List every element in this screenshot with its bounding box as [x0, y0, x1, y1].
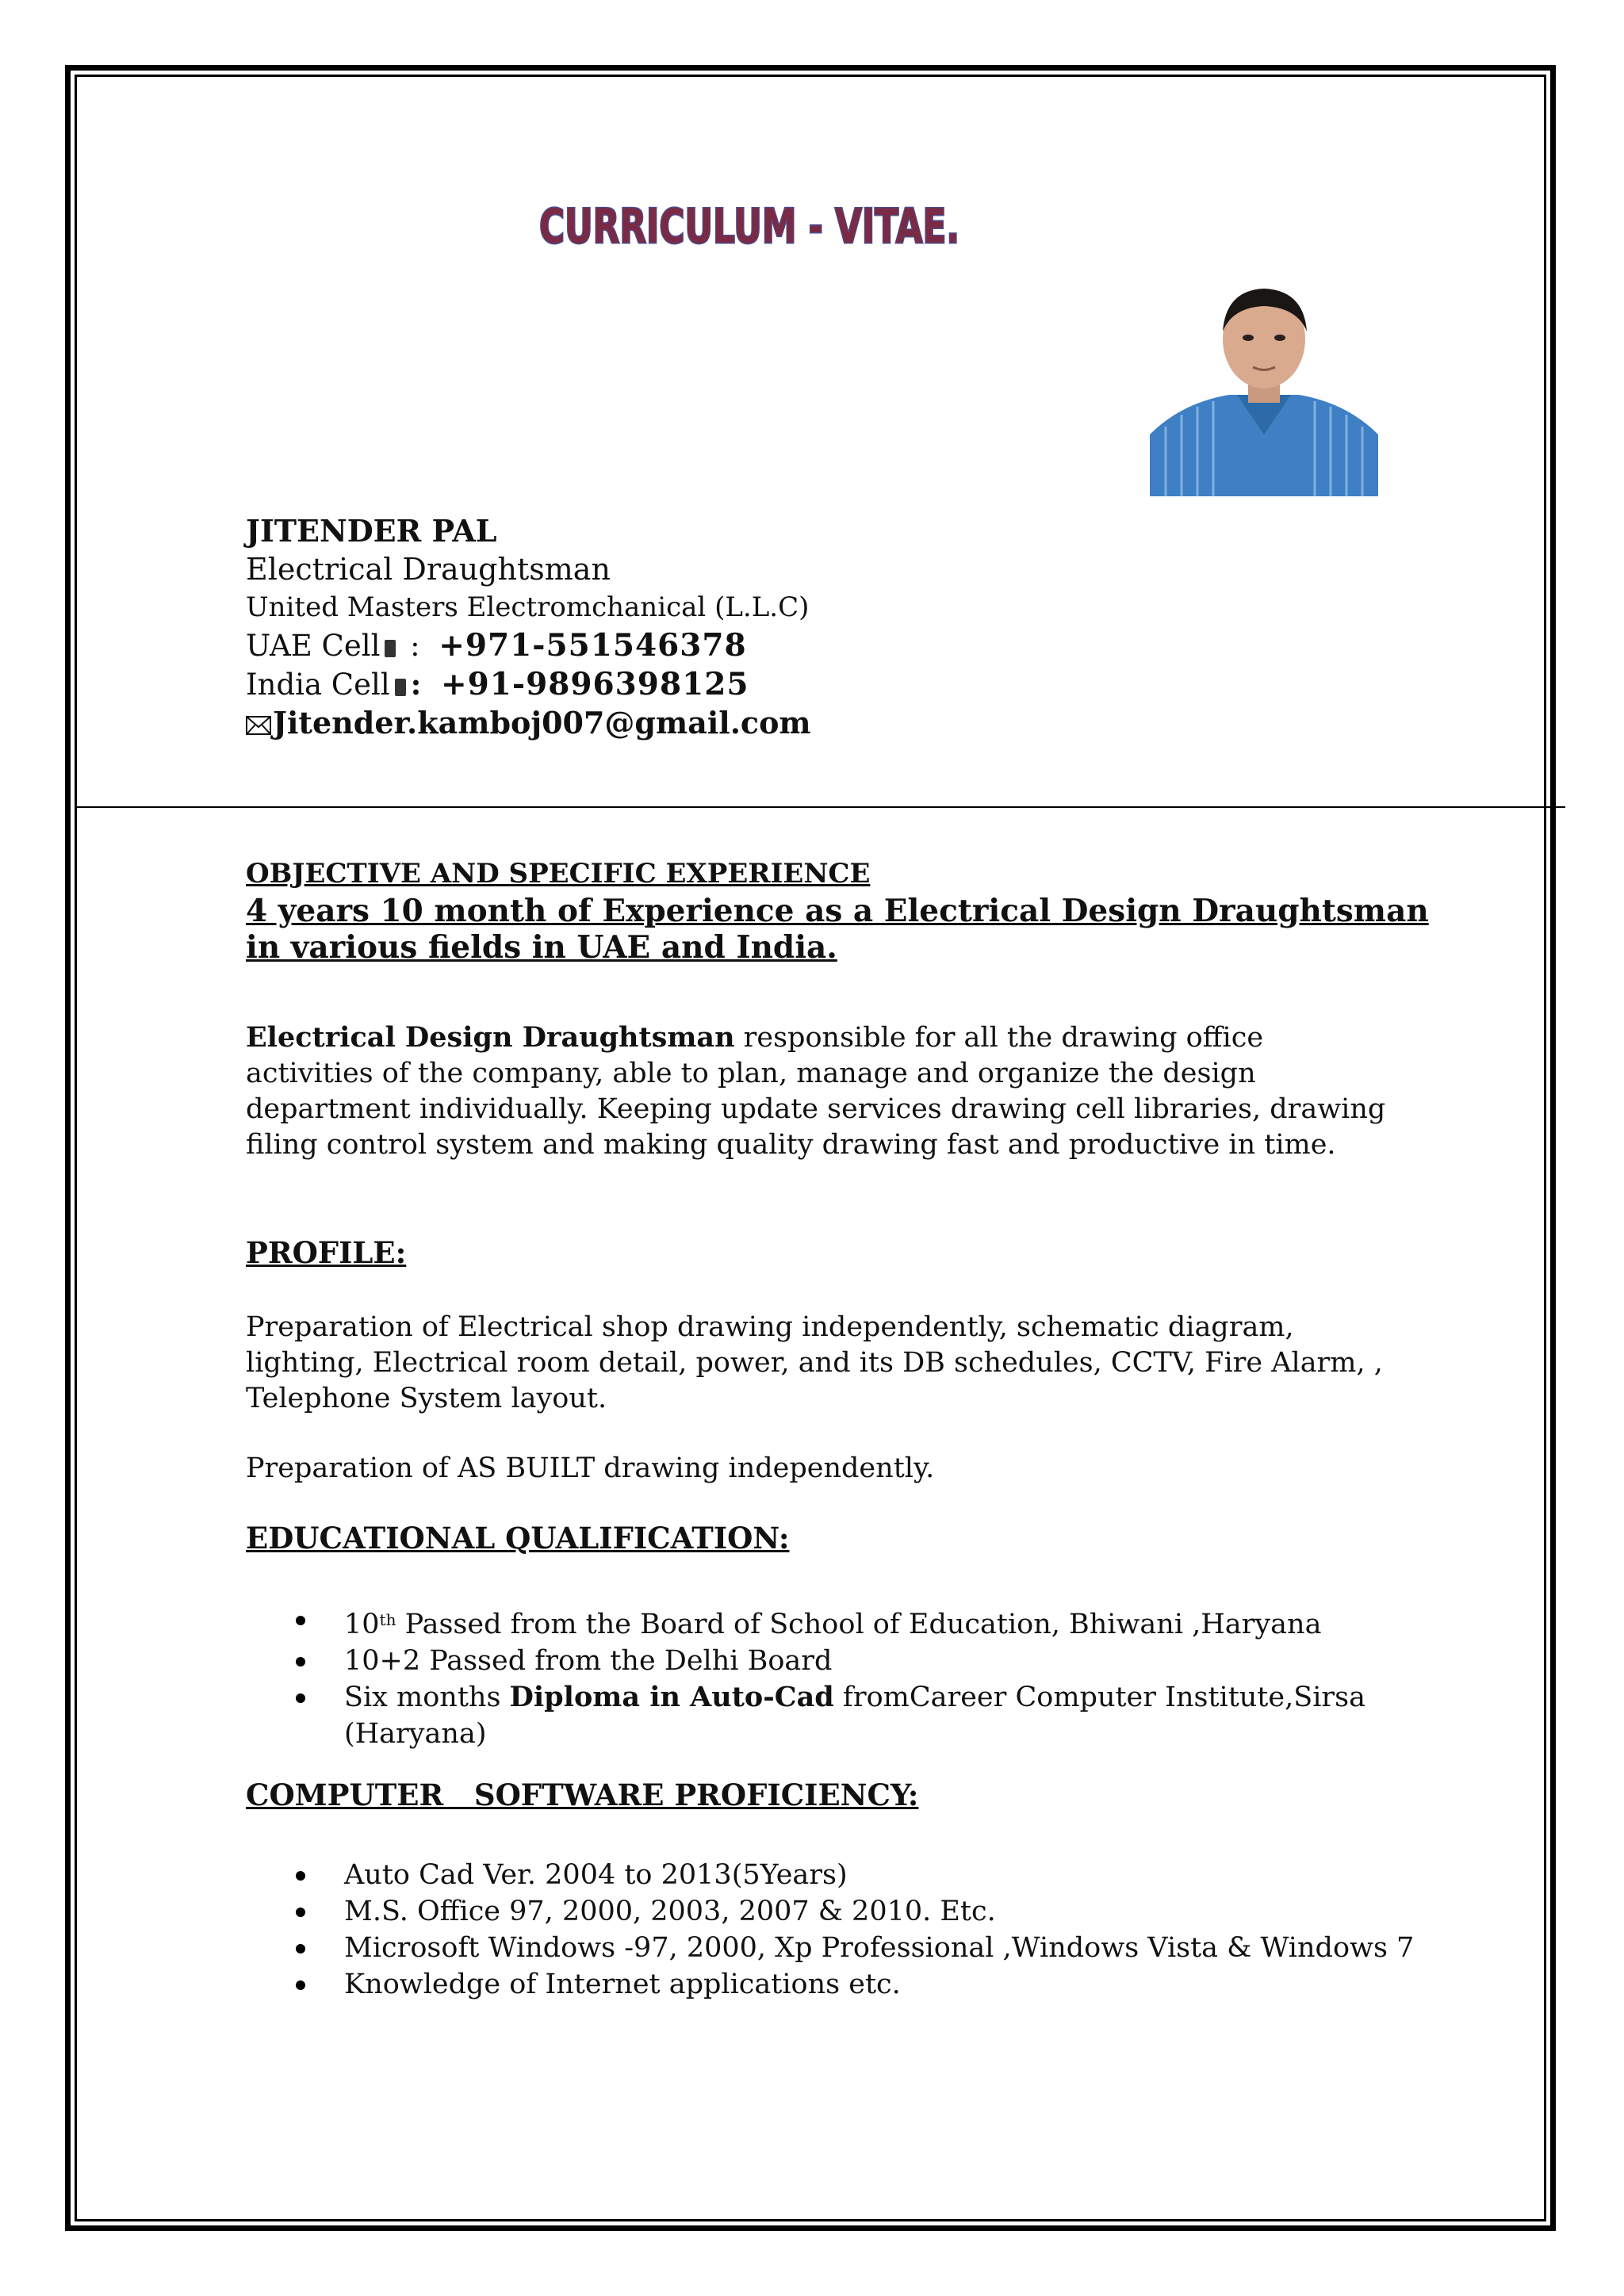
list-item: Knowledge of Internet applications etc.: [246, 1966, 1454, 2003]
uae-cell-label: UAE Cell: [246, 629, 381, 663]
india-cell-line: [246, 665, 811, 704]
job-title: Electrical Draughtsman: [246, 552, 611, 587]
education-heading: EDUCATIONAL QUALIFICATION:: [246, 1521, 790, 1556]
mail-icon: [246, 716, 271, 735]
objective-paragraph-text: responsible for all the drawing office activities of the company, able to plan, manage and organize the design department individually. Keeping update services drawing cell libraries, drawing filing control system and making quality drawing fast and productive in time.: [246, 1022, 1386, 1161]
profile-photo: [1150, 276, 1378, 496]
profile-paragraph-1: Preparation of Electrical shop drawing independently, schematic diagram, lighting, Electrical room detail, power, and its DB schedules, CCTV, Fire Alarm, , Telephone System layout.: [246, 1311, 1383, 1414]
software-heading: COMPUTER SOFTWARE PROFICIENCY:: [246, 1777, 919, 1812]
experience-summary: 4 years 10 month of Experience as a Electrical Design Draughtsman in various fields in UAE and India.: [246, 893, 1429, 966]
list-item: Microsoft Windows -97, 2000, Xp Professional ,Windows Vista & Windows 7: [246, 1930, 1454, 1966]
india-cell-separator: :: [410, 667, 432, 702]
education-list: [246, 1601, 1454, 1752]
title-banner-text: CURRICULUM - VITAE.: [539, 199, 959, 254]
uae-cell-separator: :: [400, 629, 430, 663]
profile-paragraph-2: Preparation of AS BUILT drawing independently.: [246, 1452, 935, 1484]
india-cell-number[interactable]: +91-9896398125: [440, 666, 749, 702]
contact-block: [246, 512, 811, 742]
title-banner: [539, 190, 967, 262]
company-name: United Masters Electromchanical (L.L.C): [246, 591, 810, 623]
list-item: M.S. Office 97, 2000, 2003, 2007 & 2010. Etc.: [246, 1893, 1454, 1930]
email-address[interactable]: Jitender.kamboj007@gmail.com: [273, 705, 811, 740]
header-divider: [75, 806, 1565, 808]
list-item: Six months Diploma in Auto-Cad fromCareer Computer Institute,Sirsa (Haryana): [246, 1679, 1454, 1752]
profile-heading: PROFILE:: [246, 1235, 407, 1270]
list-item: 10th Passed from the Board of School of Education, Bhiwani ,Haryana: [246, 1601, 1454, 1643]
candidate-name: JITENDER PAL: [246, 513, 497, 549]
india-cell-label: India Cell: [246, 668, 390, 702]
phone-icon: [395, 679, 406, 696]
list-item: Auto Cad Ver. 2004 to 2013(5Years): [246, 1857, 1454, 1893]
email-line: [246, 704, 811, 742]
uae-cell-number[interactable]: +971-551546378: [439, 627, 747, 664]
list-item: 10+2 Passed from the Delhi Board: [246, 1643, 1454, 1679]
objective-heading: OBJECTIVE AND SPECIFIC EXPERIENCE: [246, 858, 871, 890]
uae-cell-line: [246, 626, 811, 665]
software-list: [246, 1857, 1454, 2003]
objective-paragraph-bold: Electrical Design Draughtsman: [246, 1021, 735, 1054]
phone-icon: [385, 640, 396, 657]
objective-paragraph: [246, 1020, 1396, 1163]
